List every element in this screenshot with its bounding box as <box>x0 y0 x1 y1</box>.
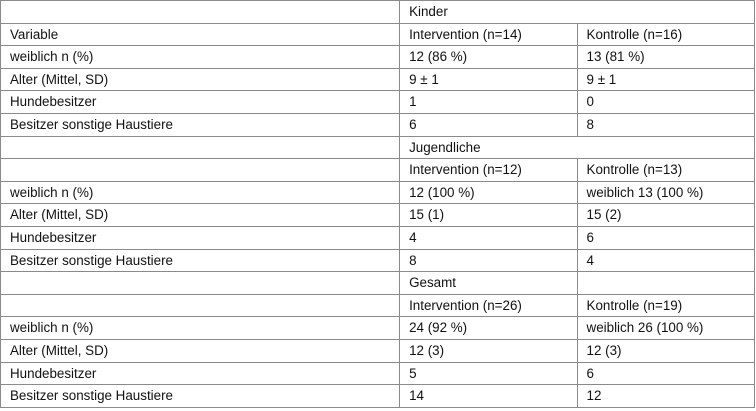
group-header-row <box>1 23 755 46</box>
intervention-value: 9 ± 1 <box>400 68 577 91</box>
kontrolle-value: 6 <box>577 226 754 249</box>
empty-cell <box>577 272 754 295</box>
intervention-value: 12 (86 %) <box>400 46 577 69</box>
table-row <box>1 317 755 340</box>
variable-header: Variable <box>1 23 400 46</box>
kontrolle-header: Kontrolle (n=13) <box>577 159 754 182</box>
kontrolle-value: 15 (2) <box>577 204 754 227</box>
row-label: Hundebesitzer <box>1 91 400 114</box>
row-label: weiblich n (%) <box>1 317 400 340</box>
empty-cell <box>1 294 400 317</box>
intervention-header: Intervention (n=14) <box>400 23 577 46</box>
table-row <box>1 362 755 385</box>
intervention-value: 1 <box>400 91 577 114</box>
table-row <box>1 91 755 114</box>
table-row <box>1 46 755 69</box>
kontrolle-value: 0 <box>577 91 754 114</box>
intervention-value: 12 (100 %) <box>400 181 577 204</box>
intervention-value: 14 <box>400 385 577 408</box>
empty-cell <box>1 159 400 182</box>
table-row <box>1 113 755 136</box>
kontrolle-header: Kontrolle (n=19) <box>577 294 754 317</box>
empty-cell <box>1 1 400 24</box>
intervention-value: 15 (1) <box>400 204 577 227</box>
row-label: Hundebesitzer <box>1 362 400 385</box>
table-row <box>1 181 755 204</box>
section-title-row <box>1 272 755 295</box>
section-title-row <box>1 136 755 159</box>
row-label: Alter (Mittel, SD) <box>1 68 400 91</box>
row-label: Alter (Mittel, SD) <box>1 204 400 227</box>
intervention-value: 6 <box>400 113 577 136</box>
kontrolle-value: 6 <box>577 362 754 385</box>
table-row <box>1 226 755 249</box>
intervention-header: Intervention (n=12) <box>400 159 577 182</box>
intervention-value: 4 <box>400 226 577 249</box>
kontrolle-value: 12 (3) <box>577 339 754 362</box>
empty-cell <box>1 136 400 159</box>
row-label: Besitzer sonstige Haustiere <box>1 385 400 408</box>
section-title-kinder: Kinder <box>400 1 755 24</box>
row-label: Alter (Mittel, SD) <box>1 339 400 362</box>
row-label: Besitzer sonstige Haustiere <box>1 113 400 136</box>
kontrolle-value: 8 <box>577 113 754 136</box>
kontrolle-value: 9 ± 1 <box>577 68 754 91</box>
kontrolle-value: 4 <box>577 249 754 272</box>
row-label: Hundebesitzer <box>1 226 400 249</box>
intervention-value: 24 (92 %) <box>400 317 577 340</box>
intervention-value: 12 (3) <box>400 339 577 362</box>
section-title-jugendliche: Jugendliche <box>400 136 755 159</box>
kontrolle-value: 13 (81 %) <box>577 46 754 69</box>
kontrolle-header: Kontrolle (n=16) <box>577 23 754 46</box>
intervention-value: 5 <box>400 362 577 385</box>
kontrolle-value: 12 <box>577 385 754 408</box>
group-header-row <box>1 294 755 317</box>
section-title-row <box>1 1 755 24</box>
row-label: weiblich n (%) <box>1 46 400 69</box>
kontrolle-value: weiblich 26 (100 %) <box>577 317 754 340</box>
table-body <box>1 1 755 408</box>
table-row <box>1 339 755 362</box>
table-row <box>1 204 755 227</box>
table-row <box>1 249 755 272</box>
group-header-row <box>1 159 755 182</box>
table-row <box>1 68 755 91</box>
section-title-gesamt: Gesamt <box>400 272 577 295</box>
row-label: Besitzer sonstige Haustiere <box>1 249 400 272</box>
intervention-header: Intervention (n=26) <box>400 294 577 317</box>
empty-cell <box>1 272 400 295</box>
kontrolle-value: weiblich 13 (100 %) <box>577 181 754 204</box>
intervention-value: 8 <box>400 249 577 272</box>
table-row <box>1 385 755 408</box>
row-label: weiblich n (%) <box>1 181 400 204</box>
